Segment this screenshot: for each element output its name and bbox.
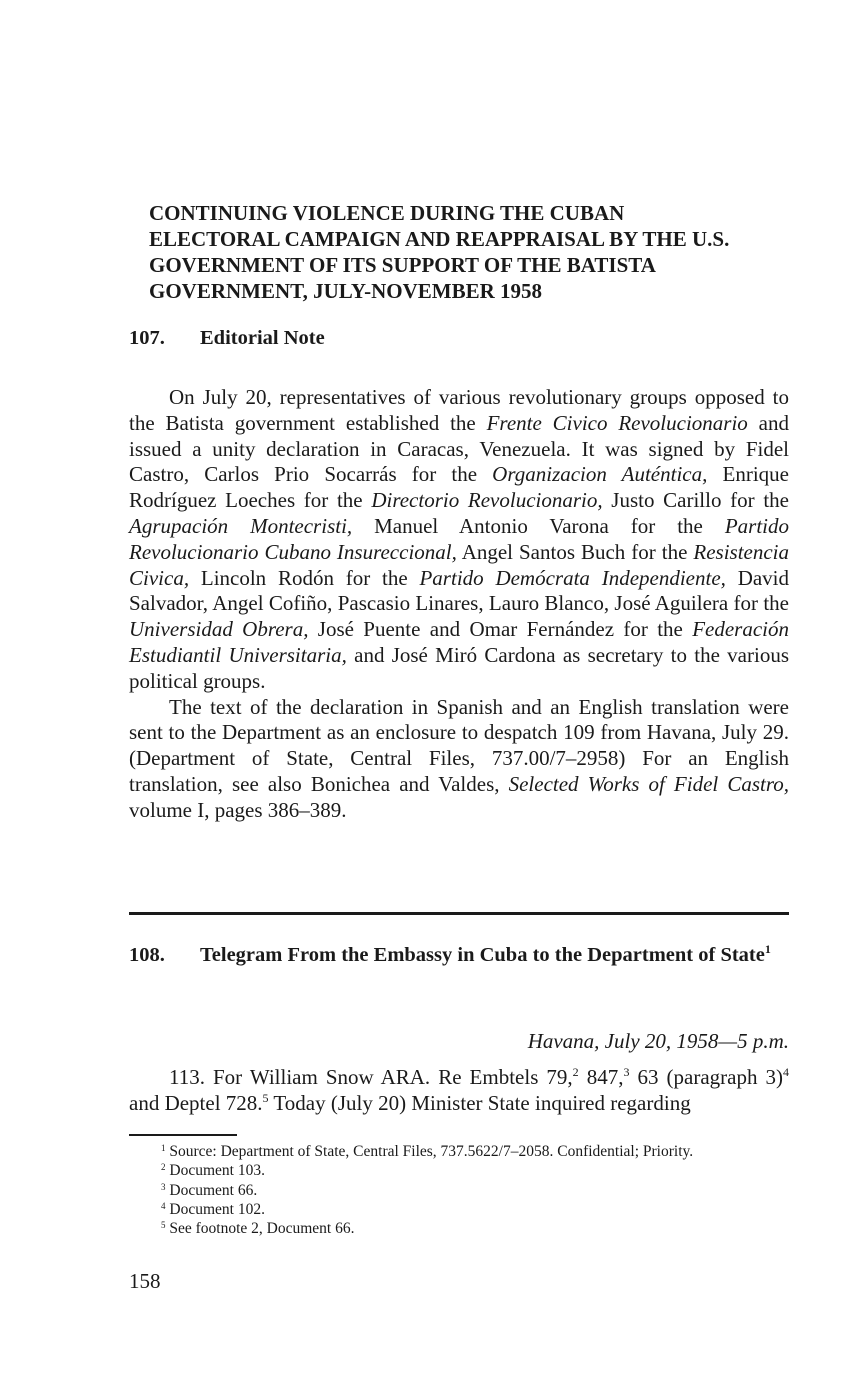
footnotes <box>129 1142 789 1238</box>
italic-text: Partido Revolucionario Cubano Insureccional, <box>129 513 789 564</box>
italic-text: Resistencia Civica, <box>129 539 790 590</box>
chapter-title <box>149 200 799 304</box>
document-108-body <box>129 1065 789 1117</box>
text-run: Enrique Rodríguez Loeches for the <box>129 462 789 513</box>
footnote <box>129 1161 789 1180</box>
dateline: Havana, July 20, 1958—5 p.m. <box>527 1029 789 1053</box>
text-run: Lincoln Rodón for the <box>189 565 420 590</box>
footnote <box>129 1200 789 1219</box>
footnote-reference: 5 <box>262 1090 269 1105</box>
text-run: volume I, pages 386–389. <box>129 797 347 822</box>
footnote <box>129 1219 789 1238</box>
italic-text: Partido Demócrata Independiente, <box>419 565 726 590</box>
footnote-number: 4 <box>161 1200 166 1211</box>
footnote-reference: 3 <box>623 1065 630 1079</box>
italic-text: Agrupación Montecristi, <box>129 513 353 538</box>
footnote-reference: 1 <box>764 942 771 956</box>
italic-text: Directorio Revolucionario, <box>371 488 603 513</box>
text-run: and issued a unity declaration in Caracas, Venezuela. It was signed by Fidel Castro, Carlos Prio Socarrás for the <box>129 410 790 487</box>
document-number: 108. <box>129 944 165 966</box>
body-paragraph <box>129 385 789 695</box>
document-number: 107. <box>129 327 165 349</box>
italic-text: Universidad Obrera, <box>129 617 309 642</box>
italic-text: Organizacion Auténtica, <box>492 462 708 487</box>
document-107-body <box>129 385 789 824</box>
text-run: Today (July 20) Minister State inquired regarding <box>268 1090 691 1115</box>
text-run: Manuel Antonio Varona for the <box>352 513 725 538</box>
footnote-text: Document 66. <box>169 1181 258 1199</box>
text-run: The text of the declaration in Spanish and an English translation were sent to the Department as an enclosure to despatch 109 from Havana, July 29. (Department of State, Central Files, 737.00/7–2958) For an English translation, see also Bonichea and Valdes, <box>129 694 789 796</box>
text-run: 113. For William Snow ARA. Re Embtels 79, <box>169 1065 573 1089</box>
text-run: José Puente and Omar Fernández for the <box>308 617 693 642</box>
text-run: 63 (paragraph 3) <box>629 1065 784 1089</box>
section-divider <box>129 912 789 915</box>
body-paragraph <box>129 1065 789 1117</box>
document-title-text: Telegram From the Embassy in Cuba to the Department of State <box>200 944 765 966</box>
footnote-text: See footnote 2, Document 66. <box>169 1220 355 1238</box>
text-run: Justo Carillo for the <box>602 488 789 513</box>
footnote-number: 3 <box>161 1181 166 1192</box>
chapter-title-line: CONTINUING VIOLENCE DURING THE CUBAN <box>149 201 625 225</box>
footnote <box>129 1142 789 1161</box>
page-number: 158 <box>129 1269 161 1293</box>
chapter-title-line: ELECTORAL CAMPAIGN AND REAPPRAISAL BY THE U.S. <box>149 227 730 251</box>
text-run: and José Miró Cardona as secretary to the various political groups. <box>129 642 789 693</box>
text-run: and Deptel 728. <box>129 1090 263 1115</box>
footnote-number: 5 <box>161 1220 166 1231</box>
chapter-title-line: GOVERNMENT, JULY-NOVEMBER 1958 <box>149 279 543 303</box>
footnote-text: Document 102. <box>169 1200 265 1218</box>
text-run: David Salvador, Angel Cofiño, Pascasio Linares, Lauro Blanco, José Aguilera for the <box>129 565 790 616</box>
footnote-reference: 4 <box>783 1065 790 1079</box>
text-run: On July 20, representatives of various revolutionary groups opposed to the Batista government established the <box>129 385 789 435</box>
footnote-text: Source: Department of State, Central Files, 737.5622/7–2058. Confidential; Priority. <box>169 1143 694 1160</box>
footnote-divider <box>129 1134 237 1136</box>
footnote-reference: 2 <box>572 1065 579 1079</box>
italic-text: Federación Estudiantil Universitaria, <box>129 617 789 667</box>
footnote-number: 1 <box>161 1143 166 1153</box>
italic-text: Frente Civico Revolucionario <box>486 410 748 435</box>
footnote-text: Document 103. <box>169 1162 265 1180</box>
italic-text: Selected Works of Fidel Castro, <box>508 771 789 796</box>
footnote-number: 2 <box>161 1162 166 1173</box>
text-run: 847, <box>578 1065 624 1089</box>
document-title <box>200 942 800 968</box>
footnote <box>129 1181 789 1200</box>
chapter-title-line: GOVERNMENT OF ITS SUPPORT OF THE BATISTA <box>149 253 656 277</box>
body-paragraph <box>129 695 789 824</box>
document-title: Editorial Note <box>200 327 325 349</box>
text-run: Angel Santos Buch for the <box>456 539 694 564</box>
